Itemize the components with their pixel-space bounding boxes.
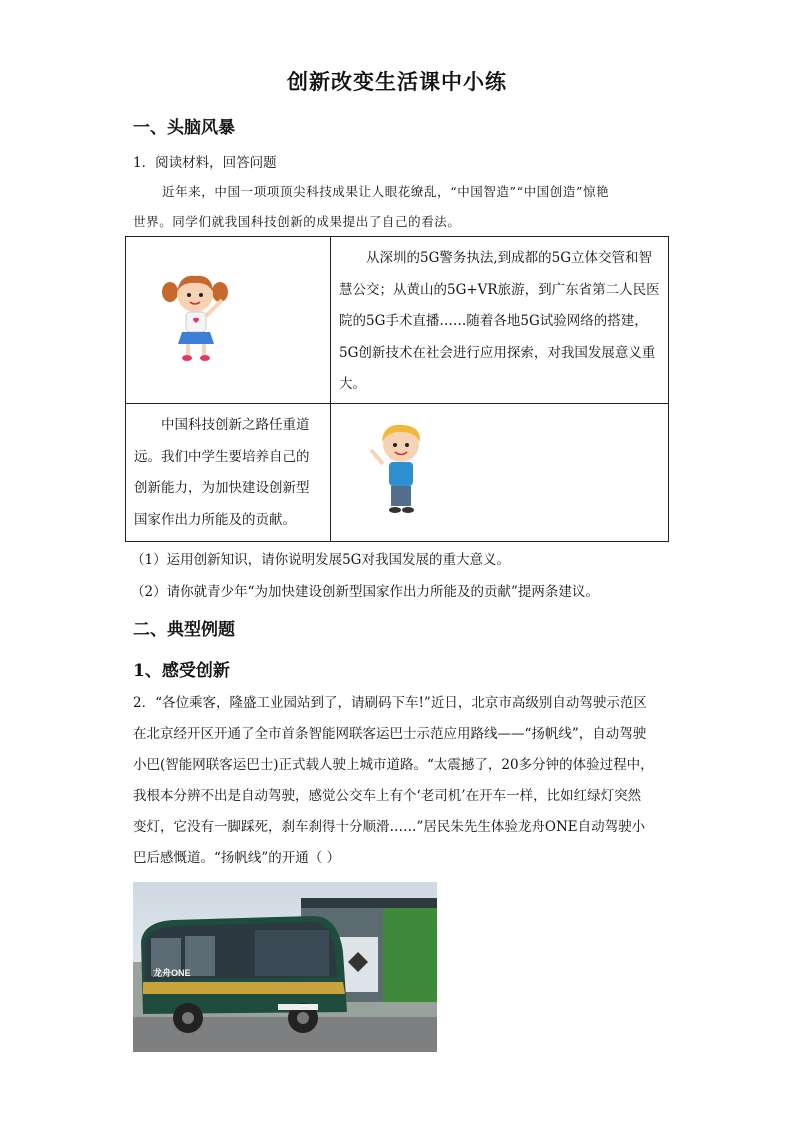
girl-cartoon-icon xyxy=(162,270,232,365)
question2-text xyxy=(133,688,668,874)
section2-subheading: 1、感受创新 xyxy=(133,661,230,681)
girl-speech-text: 从深圳的5G警务执法,到成都的5G立体交管和智慧公交；从黄山的5G+VR旅游，到广东省第二人民医院的5G手术直播……随着各地5G试验网络的搭建，5G创新技术在社会进行应用探索，对我国发展意义重大。 xyxy=(339,250,660,392)
section2-heading: 二、典型例题 xyxy=(133,620,235,640)
question2-line: 巴后感慨道。“扬帆线”的开通（ ） xyxy=(133,850,341,866)
boy-cell xyxy=(331,404,669,542)
page-title: 创新改变生活课中小练 xyxy=(287,69,507,94)
bus-brand-label: 龙舟ONE xyxy=(153,968,191,978)
girl-speech-cell xyxy=(331,237,669,404)
boy-speech-text: 中国科技创新之路任重道远。我们中学生要培养自己的创新能力，为加快建设创新型国家作出力所能及的贡献。 xyxy=(134,417,310,528)
boy-speech-cell xyxy=(126,404,331,542)
girl-cell xyxy=(126,237,331,404)
intro-line-1: 近年来，中国一项项顶尖科技成果让人眼花缭乱，“中国智造”“中国创造”惊艳 xyxy=(162,184,610,199)
question2-line: 变灯，它没有一脚踩死，刹车刹得十分顺滑……”居民朱先生体验龙舟ONE自动驾驶小 xyxy=(133,819,646,835)
material-table xyxy=(125,236,669,542)
question2-line: 小巴(智能网联客运巴士)正式载人驶上城市道路。“太震撼了，20多分钟的体验过程中， xyxy=(133,757,654,773)
question2-line: 在北京经开区开通了全市首条智能网联客运巴士示范应用路线——“扬帆线”，自动驾驶 xyxy=(133,726,647,742)
sub-question-2: （2）请你就青少年“为加快建设创新型国家作出力所能及的贡献”提两条建议。 xyxy=(131,584,599,600)
sub-question-1: （1）运用创新知识，请你说明发展5G对我国发展的重大意义。 xyxy=(131,552,510,568)
autonomous-bus-photo xyxy=(133,882,437,1052)
section1-heading: 一、头脑风暴 xyxy=(133,118,235,138)
boy-cartoon-icon xyxy=(365,420,435,520)
question1-label: 1．阅读材料，回答问题 xyxy=(133,155,277,171)
intro-line-2: 世界。同学们就我国科技创新的成果提出了自己的看法。 xyxy=(133,214,461,229)
question2-line: 我根本分辨不出是自动驾驶，感觉公交车上有个‘老司机’在开车一样，比如红绿灯突然 xyxy=(133,788,642,804)
question2-line: 2．“各位乘客，隆盛工业园站到了，请刷码下车!”近日，北京市高级别自动驾驶示范区 xyxy=(133,695,647,711)
